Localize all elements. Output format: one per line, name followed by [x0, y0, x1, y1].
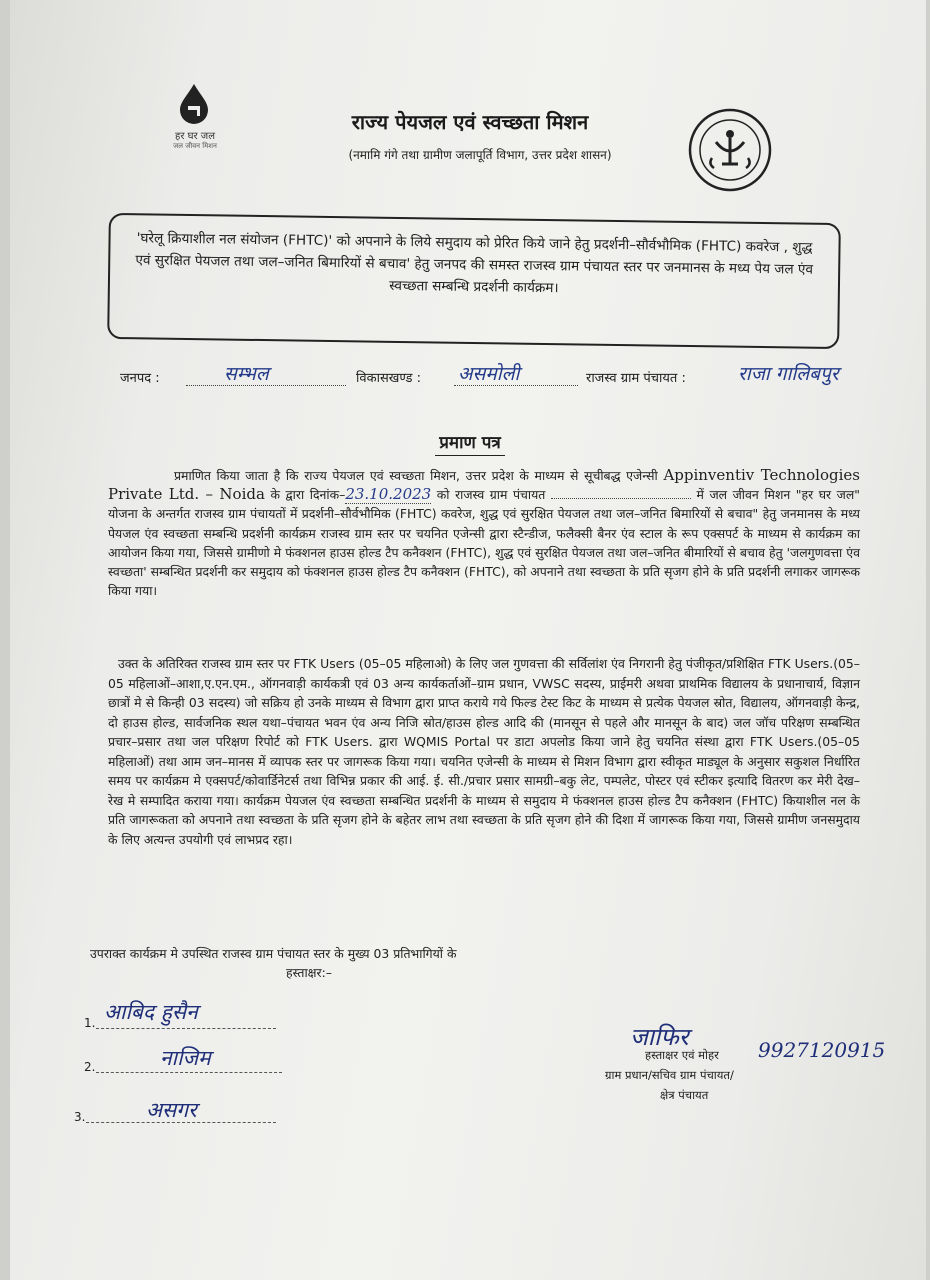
paragraph-2: उक्त के अतिरिक्त राजस्व ग्राम स्तर पर FTK Users (05–05 महिलाओ) के लिए जल गुणवत्ता की सर्विलांश एंव निगरानी हेतु पंजीकृत/प्रशिक्षित FTK Users.(05–05 महिलाओं–आशा,ए.एन.एम., ऑगनवाड़ी कार्यकत्री एवं 03 अन्य कार्यकर्ताओं–ग्राम प्रधान, VWSC सदस्य, प्राईमरी अथवा प्राथमिक विद्यालय के प्रधानाचार्य, विज्ञान छात्रों मे से किन्ही 03 सदस्य) जो सक्रिय हो उनके माध्यम से विभाग द्वारा प्राप्त कराये गये फिल्ड टेस्ट किट के माध्यम से प्रत्येक पेयजल स्रोत, विद्यालय, ऑगनवाड़ी केन्द्र, दो हाउस होल्ड, सार्वजनिक स्थल यथा–पंचायत भवन एंव अन्य निजि स्रोत/हाउस होल्ड आदि की (मानसून से पहले और मानसून के बाद) जल जॉच परिक्षण सम्बन्धित प्रचार–प्रसार तथा जल परिक्षण रिपोर्ट को FTK Users. द्वारा WQMIS Portal पर डाटा अपलोड किया जाने हेतु चयनित संस्था द्वारा FTK Users.(05–05 महिलाओं) तथा आम जन–मानस में व्यापक स्तर पर जागरूक किया गया। चयनित एजेन्सी के माध्यम से मिशन विभाग द्वारा स्वीकृत माड्यूल के अनुसार सकुशल निर्धारित समय पर कार्यक्रम मे एक्सपर्ट/कोवार्डिनेटर्स तथा विभिन्न प्रकार की आई. ई. सी./प्रचार प्रसार सामग्री–बकु लेट, पम्पलेट, पोस्टर एवं स्टीकर इत्यादि वितरण कर मेरी देख–रेख मे सम्पादित कराया गया। कार्यक्रम पेयजल एंव स्वच्छता सम्बन्धित प्रदर्शनी के माध्यम से समुदाय मे फंक्शनल हाउस होल्ड टैप कनैक्शन (FHTC) कियाशील नल के प्रति जागरूकता को अपनाने तथा स्वच्छता के प्रति सृजग होने के बहेतर लाभ तथा स्वच्छता के प्रति सृजग होने की दिशा में जागरूक किया गया, जिससे ग्रामीण जनसमुदाय के लिए अत्यन्त उपयोगी एवं लाभप्रद रहा। — [108, 656, 860, 847]
phone-number: 9927120915 — [758, 1038, 886, 1062]
pradhan-signature: जाफिर — [630, 1023, 689, 1051]
har-ghar-jal-logo — [160, 82, 230, 162]
subject-text: 'घरेलू क्रियाशील नल संयोजन (FHTC)' को अपनाने के लिये समुदाय को प्रेरित किये जाने हेतु प्रदर्शनी–सौर्वभौमिक (FHTC) कवरेज , शुद्ध एवं सुरक्षित पेयजल तथा जल–जनित बिमारियों से बचाव' हेतु जनपद की समस्त राजस्व ग्राम पंचायत स्तर पर जनमानस के मध्य पेय जल एंव स्वच्छता सम्बन्धि प्रदर्शनी कार्यक्रम। — [135, 230, 814, 297]
page-title: राज्य पेयजल एवं स्वच्छता मिशन — [351, 110, 589, 134]
page-subtitle: (नमामि गंगे तथा ग्रामीण जलापूर्ति विभाग, उत्तर प्रदेश शासन) — [348, 148, 612, 162]
designation-label: ग्राम प्रधान/सचिव ग्राम पंचायत/ — [605, 1068, 734, 1082]
up-govt-seal-icon — [688, 108, 772, 192]
participant-1-signature: आबिद हुसैन — [104, 1000, 198, 1024]
to-panchayat-text: को राजस्व ग्राम पंचायत — [436, 487, 546, 503]
water-drop-icon — [177, 82, 211, 124]
p1-rest: में जल जीवन मिशन "हर घर जल" योजना के अन्तर्गत राजस्व ग्राम पंचायतों में प्रदर्शनी–सौर्वभौमिक (FHTC) कवरेज, शुद्ध एवं सुरक्षित पेयजल तथा जल–जनित बिमारियों से बचाव" हेतु जनमानस के मध्य पेयजल एंव स्वच्छता सम्बन्धि प्रदर्शनी कार्यक्रम राजस्व ग्राम स्तर पर चयनित एजेन्सी द्वारा स्टैन्डीज, फलैक्सी बैनर एंव स्टाल के रूप एक्सपर्ट के माध्यम से कार्यक्रम का आयोजन किया गया, जिससे ग्रामीणो मे फंक्शनल हाउस होल्ड टैप कनैक्शन (FHTC), शुद्ध एवं सुरक्षित पेयजल तथा जल–जनित बीमारियों से बचाव हेतु 'जलगुणवत्ता एंव स्वच्छता' सम्बन्धित प्रदर्शनी कर समुदाय को फंक्शनल हाउस होल्ड टैप कनैक्शन (FHTC), को अपनाने तथा स्वच्छता के प्रति सृजग होने के प्रति प्रदर्शनी लगाकर जागरूक किया गया। — [108, 487, 860, 599]
subject-box — [107, 213, 841, 349]
district-value: सम्भल — [224, 363, 269, 385]
participants-intro: उपराक्त कार्यक्रम मे उपस्थित राजस्व ग्राम पंचायत स्तर के मुख्य 03 प्रतिभागियों के हस्ताक्षर:– — [90, 946, 457, 980]
panchayat-label: राजस्व ग्राम पंचायत : — [586, 371, 686, 386]
certificate-heading: प्रमाण पत्र — [400, 430, 540, 453]
kshetra-panchayat-label: क्षेत्र पंचायत — [660, 1088, 709, 1102]
block-value: असमोली — [458, 363, 520, 385]
participant-signatures — [74, 1000, 322, 1130]
signature-seal-label: हस्ताक्षर एवं मोहर — [645, 1048, 719, 1062]
district-label: जनपद : — [120, 371, 160, 386]
by-date-label: के द्वारा दिनांक– — [270, 487, 346, 503]
participant-1-number: 1. — [84, 1016, 96, 1030]
agency-name: Appinventiv Technologies Private Ltd. – Noida — [108, 466, 860, 504]
paragraph-1 — [108, 466, 860, 600]
panchayat-value: राजा गालिबपुर — [738, 363, 839, 385]
participant-3-signature: असगर — [146, 1098, 197, 1122]
logo-subtext: जल जीवन मिशन — [173, 142, 217, 150]
date-value: 23.10.2023 — [345, 485, 432, 504]
participant-2-signature: नाजिम — [160, 1046, 211, 1070]
participant-2-number: 2. — [84, 1060, 96, 1074]
p1-intro: प्रमाणित किया जाता है कि राज्य पेयजल एवं स्वच्छता मिशन, उत्तर प्रदेश के माध्यम से सूचीबद्ध एजेन्सी — [174, 468, 658, 483]
block-label: विकासखण्ड : — [356, 371, 422, 386]
participant-3-number: 3. — [74, 1110, 86, 1124]
logo-text: हर घर जल — [175, 131, 215, 142]
